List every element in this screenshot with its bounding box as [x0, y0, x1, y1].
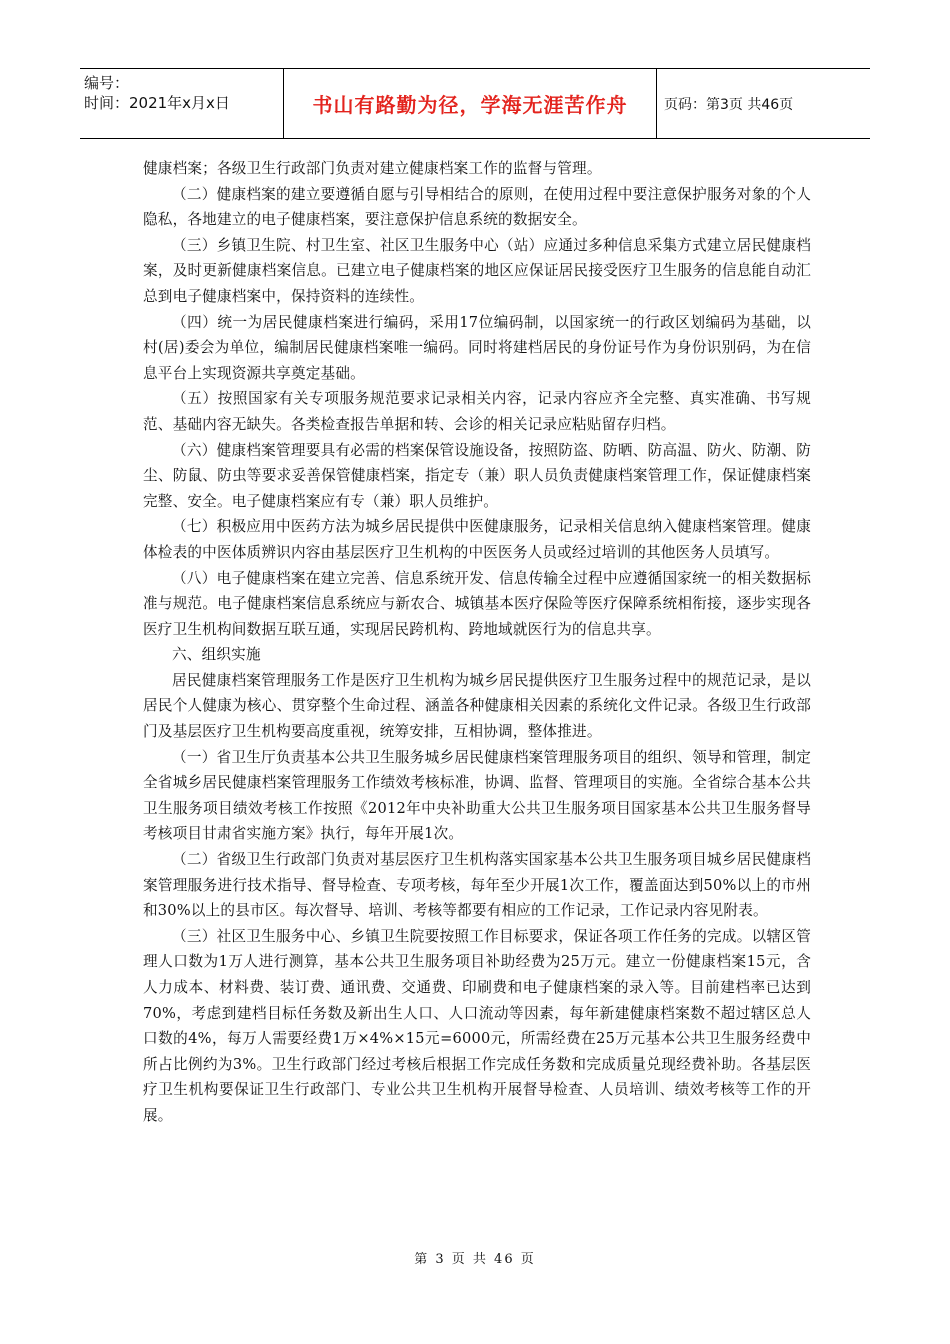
paragraph-7: （八）电子健康档案在建立完善、信息系统开发、信息传输全过程中应遵循国家统一的相关数据标准与规范。电子健康档案信息系统应与新农合、城镇基本医疗保险等医疗保障系统相衔接，逐步实现各医疗卫生机构间数据互联互通，实现居民跨机构、跨地域就医行为的信息共享。 — [143, 569, 811, 638]
document-body — [143, 156, 811, 1129]
document-number-label: 编号： — [84, 74, 130, 92]
paragraph-3: （四）统一为居民健康档案进行编码，采用17位编码制，以国家统一的行政区划编码为基础，以村(居)委会为单位，编制居民健康档案唯一编码。同时将建档居民的身份证号作为身份识别码，为在信息平台上实现资源共享奠定基础。 — [143, 313, 811, 382]
section-heading: 六、组织实施 — [172, 646, 261, 664]
page-header — [80, 68, 870, 139]
header-motto: 书山有路勤为径，学海无涯苦作舟 — [283, 69, 657, 138]
document-time-label: 时间：2021年x月x日 — [84, 94, 230, 112]
paragraph-5: （六）健康档案管理要具有必需的档案保管设施设备，按照防盗、防晒、防高温、防火、防潮、防尘、防鼠、防虫等要求妥善保管健康档案，指定专（兼）职人员负责健康档案管理工作，保证健康档案完整、安全。电子健康档案应有专（兼）职人员维护。 — [143, 441, 811, 510]
paragraph-0: 健康档案；各级卫生行政部门负责对建立健康档案工作的监督与管理。 — [143, 160, 602, 177]
header-page-label: 页码：第3页 共46页 — [664, 96, 794, 113]
page-footer: 第 3 页 共 46 页 — [414, 1252, 536, 1267]
paragraph-9: 居民健康档案管理服务工作是医疗卫生机构为城乡居民提供医疗卫生服务过程中的规范记录，是以居民个人健康为核心、贯穿整个生命过程、涵盖各种健康相关因素的系统化文件记录。各级卫生行政部门及基层医疗卫生机构要高度重视，统筹安排，互相协调，整体推进。 — [143, 671, 811, 741]
paragraph-12: （三）社区卫生服务中心、乡镇卫生院要按照工作目标要求，保证各项工作任务的完成。以辖区管理人口数为1万人进行测算，基本公共卫生服务项目补助经费为25万元。建立一份健康档案15元，含人力成本、材料费、装订费、通讯费、交通费、印刷费和电子健康档案的录入等。目前建档率已达到70%，考虑到建档目标任务数及新出生人口、人口流动等因素，每年新建健康档案数不超过辖区总人口数的4%，每万人需要经费1万×4%×15元=6000元，所需经费在25万元基本公共卫生服务经费中所占比例约为3%。卫生行政部门经过考核后根据工作完成任务数和完成质量兑现经费补助。各基层医疗卫生机构要保证卫生行政部门、专业公共卫生机构开展督导检查、人员培训、绩效考核等工作的开展。 — [143, 927, 811, 1124]
paragraph-2: （三）乡镇卫生院、村卫生室、社区卫生服务中心（站）应通过多种信息采集方式建立居民健康档案，及时更新健康档案信息。已建立电子健康档案的地区应保证居民接受医疗卫生服务的信息能自动汇总到电子健康档案中，保持资料的连续性。 — [143, 236, 811, 305]
header-meta — [80, 69, 283, 138]
paragraph-4: （五）按照国家有关专项服务规范要求记录相关内容，记录内容应齐全完整、真实准确、书写规范、基础内容无缺失。各类检查报告单据和转、会诊的相关记录应粘贴留存归档。 — [143, 390, 811, 433]
paragraph-6: （七）积极应用中医药方法为城乡居民提供中医健康服务，记录相关信息纳入健康档案管理。健康体检表的中医体质辨识内容由基层医疗卫生机构的中医医务人员或经过培训的其他医务人员填写。 — [143, 518, 811, 561]
paragraph-11: （二）省级卫生行政部门负责对基层医疗卫生机构落实国家基本公共卫生服务项目城乡居民健康档案管理服务进行技术指导、督导检查、专项考核，每年至少开展1次工作，覆盖面达到50%以上的市州和30%以上的县市区。每次督导、培训、考核等都要有相应的工作记录，工作记录内容见附表。 — [143, 851, 811, 920]
paragraph-1: （二）健康档案的建立要遵循自愿与引导相结合的原则，在使用过程中要注意保护服务对象的个人隐私，各地建立的电子健康档案，要注意保护信息系统的数据安全。 — [143, 185, 811, 229]
paragraph-10: （一）省卫生厅负责基本公共卫生服务城乡居民健康档案管理服务项目的组织、领导和管理，制定全省城乡居民健康档案管理服务工作绩效考核标准，协调、监督、管理项目的实施。全省综合基本公共卫生服务项目绩效考核工作按照《2012年中央补助重大公共卫生服务项目国家基本公共卫生服务督导考核项目甘肃省实施方案》执行，每年开展1次。 — [143, 748, 811, 843]
